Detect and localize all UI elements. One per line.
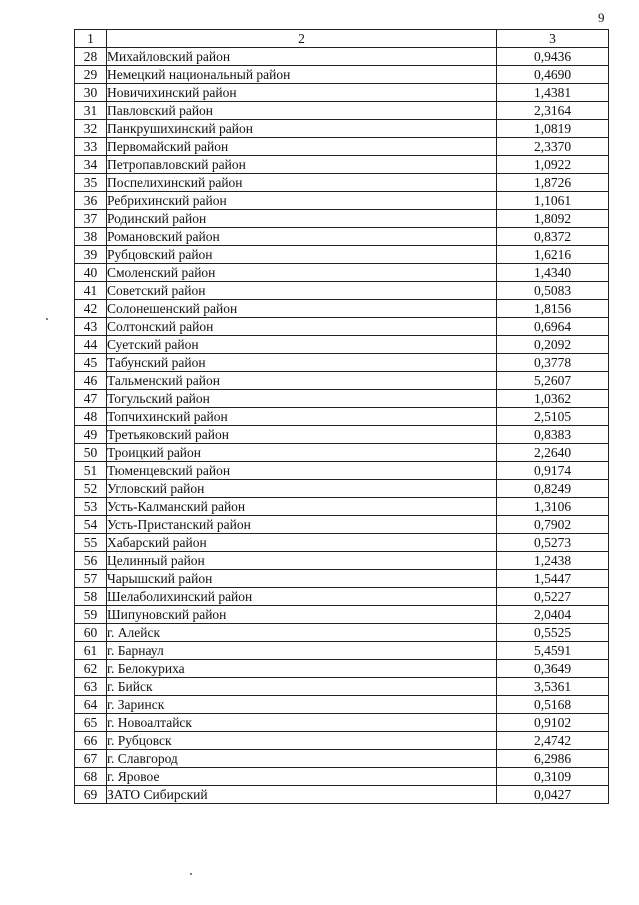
column-header-3: 3 [497, 30, 609, 48]
table-header-row [75, 30, 609, 48]
row-number: 44 [75, 336, 107, 354]
column-header-1: 1 [75, 30, 107, 48]
row-number: 61 [75, 642, 107, 660]
coefficient-value: 1,6216 [497, 246, 609, 264]
district-name: Тальменский район [107, 372, 497, 390]
district-name: г. Новоалтайск [107, 714, 497, 732]
coefficient-value: 2,4742 [497, 732, 609, 750]
row-number: 47 [75, 390, 107, 408]
coefficient-value: 1,4381 [497, 84, 609, 102]
coefficient-value: 0,3109 [497, 768, 609, 786]
table-row [75, 156, 609, 174]
district-name: Шипуновский район [107, 606, 497, 624]
coefficient-value: 0,5525 [497, 624, 609, 642]
table-row [75, 426, 609, 444]
district-name: Топчихинский район [107, 408, 497, 426]
row-number: 65 [75, 714, 107, 732]
table-row [75, 462, 609, 480]
table-row [75, 696, 609, 714]
row-number: 55 [75, 534, 107, 552]
table-row [75, 228, 609, 246]
table-row [75, 660, 609, 678]
coefficient-value: 2,3164 [497, 102, 609, 120]
district-name: г. Яровое [107, 768, 497, 786]
scan-speck [46, 318, 48, 320]
row-number: 57 [75, 570, 107, 588]
row-number: 53 [75, 498, 107, 516]
table-row [75, 210, 609, 228]
district-name: Поспелихинский район [107, 174, 497, 192]
row-number: 39 [75, 246, 107, 264]
row-number: 60 [75, 624, 107, 642]
row-number: 40 [75, 264, 107, 282]
row-number: 32 [75, 120, 107, 138]
table-row [75, 354, 609, 372]
table-row [75, 246, 609, 264]
coefficient-value: 6,2986 [497, 750, 609, 768]
table-row [75, 390, 609, 408]
district-name: Солтонский район [107, 318, 497, 336]
table-row [75, 570, 609, 588]
row-number: 59 [75, 606, 107, 624]
row-number: 43 [75, 318, 107, 336]
district-name: г. Алейск [107, 624, 497, 642]
table-body [75, 48, 609, 804]
district-name: Табунский район [107, 354, 497, 372]
coefficient-value: 1,0362 [497, 390, 609, 408]
page-number: 9 [598, 10, 605, 25]
table-row [75, 48, 609, 66]
district-name: Тогульский район [107, 390, 497, 408]
table-row [75, 786, 609, 804]
district-name: Панкрушихинский район [107, 120, 497, 138]
coefficient-value: 1,8156 [497, 300, 609, 318]
row-number: 42 [75, 300, 107, 318]
coefficient-value: 0,6964 [497, 318, 609, 336]
coefficient-value: 0,9436 [497, 48, 609, 66]
coefficient-value: 2,5105 [497, 408, 609, 426]
row-number: 48 [75, 408, 107, 426]
table-row [75, 444, 609, 462]
table-row [75, 624, 609, 642]
table-row [75, 750, 609, 768]
coefficient-value: 0,4690 [497, 66, 609, 84]
district-name: Ребрихинский район [107, 192, 497, 210]
row-number: 35 [75, 174, 107, 192]
district-name: Смоленский район [107, 264, 497, 282]
table-row [75, 516, 609, 534]
coefficient-value: 0,3649 [497, 660, 609, 678]
table-row [75, 606, 609, 624]
district-name: ЗАТО Сибирский [107, 786, 497, 804]
coefficient-value: 5,4591 [497, 642, 609, 660]
coefficients-table [74, 29, 609, 804]
district-name: г. Заринск [107, 696, 497, 714]
coefficient-value: 2,3370 [497, 138, 609, 156]
district-name: г. Рубцовск [107, 732, 497, 750]
row-number: 36 [75, 192, 107, 210]
table-row [75, 318, 609, 336]
table-row [75, 102, 609, 120]
coefficient-value: 2,2640 [497, 444, 609, 462]
row-number: 52 [75, 480, 107, 498]
table-row [75, 714, 609, 732]
row-number: 54 [75, 516, 107, 534]
row-number: 68 [75, 768, 107, 786]
district-name: Усть-Пристанский район [107, 516, 497, 534]
coefficient-value: 0,5083 [497, 282, 609, 300]
district-name: Чарышский район [107, 570, 497, 588]
district-name: Советский район [107, 282, 497, 300]
coefficient-value: 1,1061 [497, 192, 609, 210]
district-name: Троицкий район [107, 444, 497, 462]
scan-speck [190, 873, 192, 875]
table-row [75, 768, 609, 786]
row-number: 64 [75, 696, 107, 714]
row-number: 66 [75, 732, 107, 750]
row-number: 63 [75, 678, 107, 696]
row-number: 41 [75, 282, 107, 300]
coefficient-value: 1,4340 [497, 264, 609, 282]
coefficient-value: 0,9102 [497, 714, 609, 732]
district-name: Романовский район [107, 228, 497, 246]
table-row [75, 174, 609, 192]
district-name: г. Бийск [107, 678, 497, 696]
district-name: Хабарский район [107, 534, 497, 552]
district-name: Первомайский район [107, 138, 497, 156]
table-row [75, 336, 609, 354]
table-row [75, 678, 609, 696]
coefficient-value: 2,0404 [497, 606, 609, 624]
column-header-2: 2 [107, 30, 497, 48]
coefficient-value: 0,3778 [497, 354, 609, 372]
table-row [75, 534, 609, 552]
district-name: Целинный район [107, 552, 497, 570]
coefficient-value: 0,5227 [497, 588, 609, 606]
table-row [75, 588, 609, 606]
coefficient-value: 0,2092 [497, 336, 609, 354]
row-number: 30 [75, 84, 107, 102]
coefficient-value: 0,9174 [497, 462, 609, 480]
coefficient-value: 0,5168 [497, 696, 609, 714]
row-number: 45 [75, 354, 107, 372]
district-name: Павловский район [107, 102, 497, 120]
table-row [75, 372, 609, 390]
district-name: Михайловский район [107, 48, 497, 66]
row-number: 62 [75, 660, 107, 678]
coefficient-value: 1,8092 [497, 210, 609, 228]
row-number: 33 [75, 138, 107, 156]
coefficient-value: 0,8372 [497, 228, 609, 246]
row-number: 34 [75, 156, 107, 174]
table-row [75, 120, 609, 138]
row-number: 67 [75, 750, 107, 768]
table-row [75, 642, 609, 660]
table-row [75, 192, 609, 210]
row-number: 46 [75, 372, 107, 390]
row-number: 31 [75, 102, 107, 120]
row-number: 56 [75, 552, 107, 570]
row-number: 38 [75, 228, 107, 246]
district-name: Родинский район [107, 210, 497, 228]
row-number: 69 [75, 786, 107, 804]
row-number: 50 [75, 444, 107, 462]
coefficient-value: 0,8383 [497, 426, 609, 444]
district-name: Шелаболихинский район [107, 588, 497, 606]
coefficient-value: 0,0427 [497, 786, 609, 804]
district-name: Тюменцевский район [107, 462, 497, 480]
row-number: 49 [75, 426, 107, 444]
table-row [75, 138, 609, 156]
coefficient-value: 1,0819 [497, 120, 609, 138]
district-name: Угловский район [107, 480, 497, 498]
coefficient-value: 1,5447 [497, 570, 609, 588]
district-name: г. Белокуриха [107, 660, 497, 678]
table-row [75, 300, 609, 318]
district-name: г. Барнаул [107, 642, 497, 660]
coefficient-value: 1,0922 [497, 156, 609, 174]
table-row [75, 282, 609, 300]
district-name: Солонешенский район [107, 300, 497, 318]
row-number: 58 [75, 588, 107, 606]
table-row [75, 552, 609, 570]
district-name: Рубцовский район [107, 246, 497, 264]
coefficient-value: 0,8249 [497, 480, 609, 498]
coefficient-value: 1,2438 [497, 552, 609, 570]
coefficient-value: 3,5361 [497, 678, 609, 696]
coefficient-value: 5,2607 [497, 372, 609, 390]
table-row [75, 264, 609, 282]
row-number: 37 [75, 210, 107, 228]
row-number: 29 [75, 66, 107, 84]
coefficient-value: 1,8726 [497, 174, 609, 192]
table-row [75, 84, 609, 102]
district-name: Петропавловский район [107, 156, 497, 174]
coefficient-value: 0,7902 [497, 516, 609, 534]
district-name: Новичихинский район [107, 84, 497, 102]
table-row [75, 732, 609, 750]
district-name: Третьяковский район [107, 426, 497, 444]
row-number: 51 [75, 462, 107, 480]
row-number: 28 [75, 48, 107, 66]
coefficient-value: 0,5273 [497, 534, 609, 552]
district-name: г. Славгород [107, 750, 497, 768]
table-row [75, 480, 609, 498]
table-row [75, 408, 609, 426]
district-name: Усть-Калманский район [107, 498, 497, 516]
coefficient-value: 1,3106 [497, 498, 609, 516]
district-name: Немецкий национальный район [107, 66, 497, 84]
table-row [75, 498, 609, 516]
table-row [75, 66, 609, 84]
district-name: Суетский район [107, 336, 497, 354]
